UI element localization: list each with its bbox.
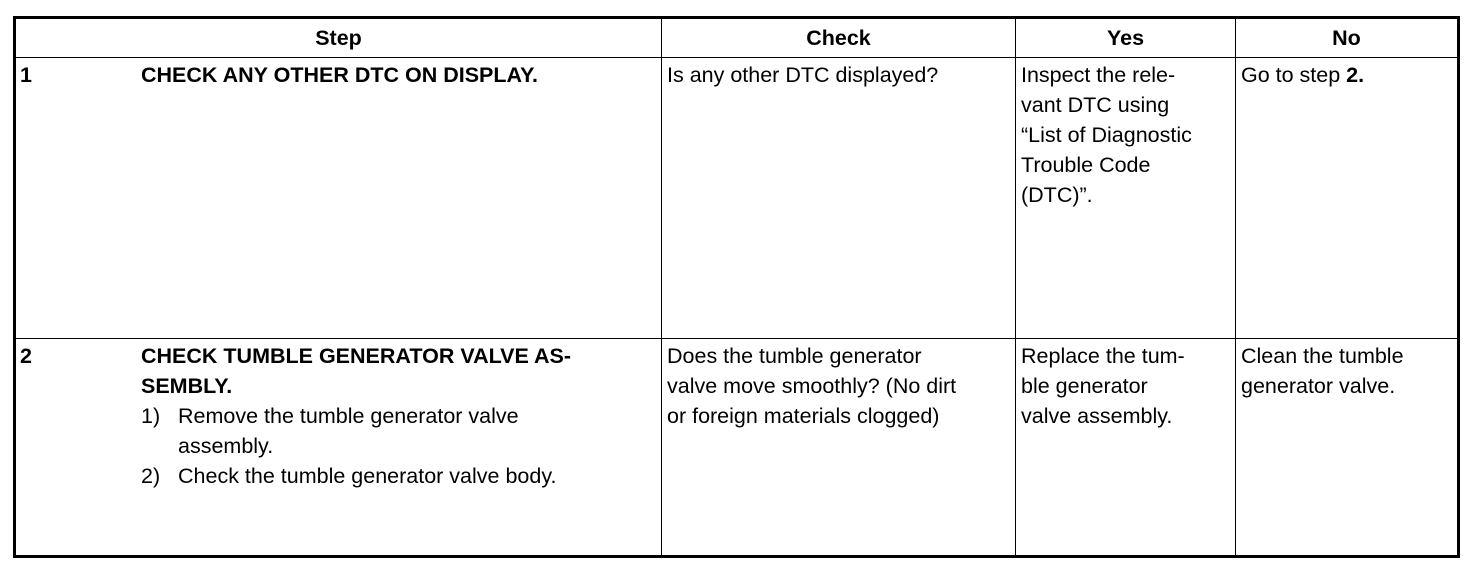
check-line: Does the tumble generator <box>667 343 922 368</box>
check-cell <box>662 58 1016 339</box>
yes-cell <box>1016 338 1236 556</box>
step-reference: 2. <box>1346 63 1365 87</box>
step-number: 2 <box>20 343 32 368</box>
table-header-row <box>15 18 1459 58</box>
step-title: CHECK ANY OTHER DTC ON DISPLAY. <box>141 63 539 87</box>
sub-step-number: 1) <box>141 403 161 428</box>
check-line: or foreign materials clogged) <box>667 403 940 428</box>
yes-line: Replace the tum- <box>1021 343 1185 368</box>
step-title-line: SEMBLY. <box>141 373 233 398</box>
header-no: No <box>1236 18 1459 58</box>
yes-line: valve assembly. <box>1021 403 1173 428</box>
yes-cell <box>1016 58 1236 339</box>
yes-line: (DTC)”. <box>1021 183 1093 207</box>
yes-line: vant DTC using <box>1021 93 1170 117</box>
sub-step <box>141 401 661 461</box>
yes-line: Inspect the rele- <box>1021 63 1176 87</box>
header-step: Step <box>15 18 662 58</box>
step-cell <box>15 58 662 339</box>
no-line: generator valve. <box>1241 373 1396 398</box>
sub-step-text: Remove the tumble generator valve <box>178 403 519 428</box>
sub-step <box>141 461 661 491</box>
no-cell <box>1236 58 1459 339</box>
table-row <box>15 338 1459 556</box>
sub-step-number: 2) <box>141 463 161 488</box>
yes-line: Trouble Code <box>1021 153 1151 177</box>
no-cell <box>1236 338 1459 556</box>
step-number: 1 <box>20 63 32 87</box>
yes-line: “List of Diagnostic <box>1021 123 1192 147</box>
sub-step-text: assembly. <box>178 433 274 458</box>
check-cell <box>662 338 1016 556</box>
step-cell <box>15 338 662 556</box>
diagnostic-table <box>13 16 1460 558</box>
yes-line: ble generator <box>1021 373 1148 398</box>
step-title-line: CHECK TUMBLE GENERATOR VALVE AS- <box>141 343 572 368</box>
sub-step-text: Check the tumble generator valve body. <box>178 463 557 488</box>
check-text: Is any other DTC displayed? <box>667 63 939 87</box>
no-line: Clean the tumble <box>1241 343 1404 368</box>
header-yes: Yes <box>1016 18 1236 58</box>
table-row <box>15 58 1459 339</box>
no-text: Go to step <box>1241 63 1347 87</box>
header-check: Check <box>662 18 1016 58</box>
check-line: valve move smoothly? (No dirt <box>667 373 957 398</box>
